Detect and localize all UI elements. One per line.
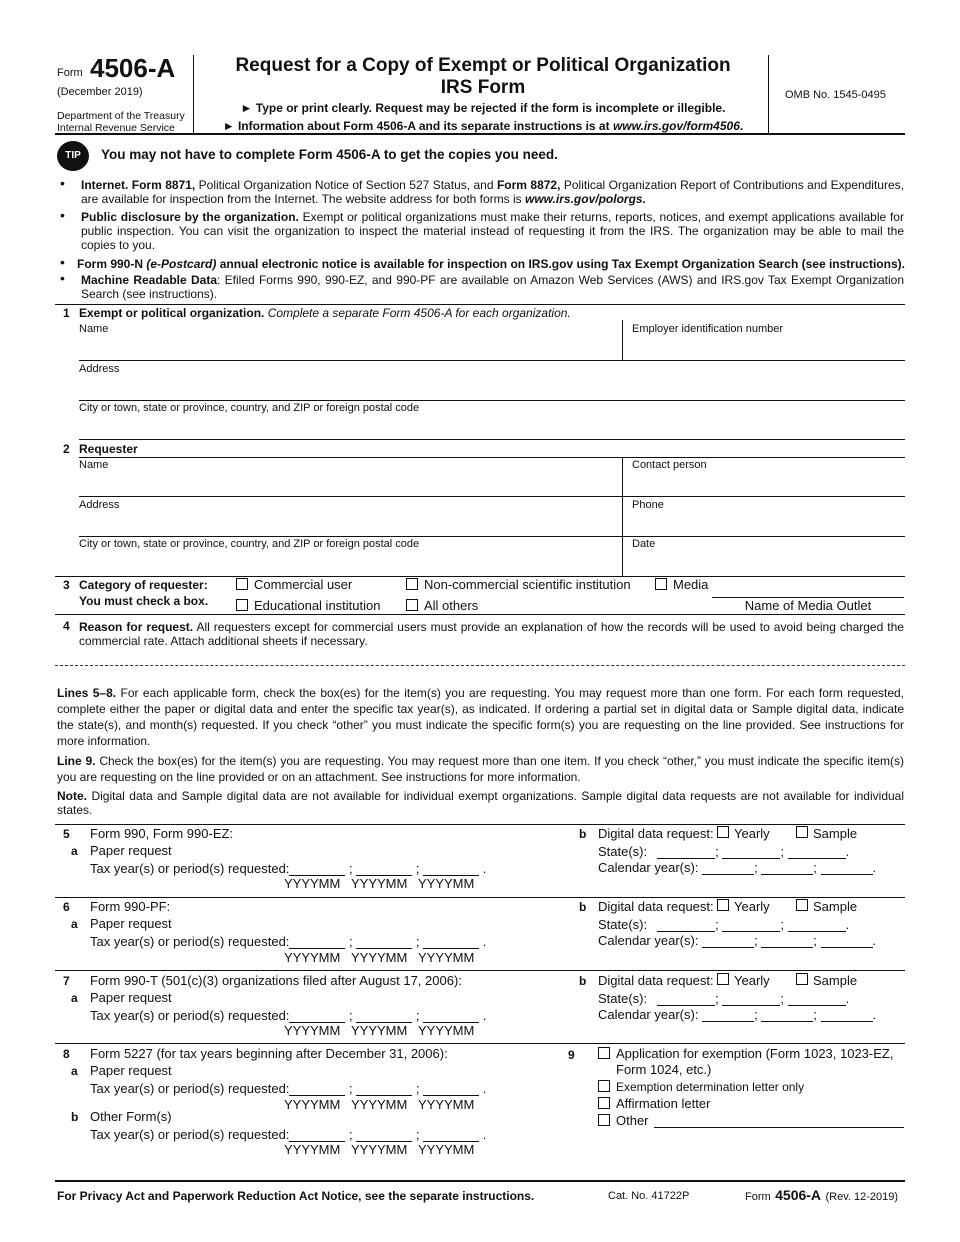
line6b-state-2[interactable] [722,916,780,932]
yyyymm-hint: YYYYMM [418,950,475,965]
line6a-period-2[interactable] [356,933,412,949]
header-divider-left [193,55,194,133]
application-exemption-label-2: Form 1024, etc.) [616,1062,712,1077]
line6b-letter: b [579,900,587,914]
line7-title: Form 990-T (501(c)(3) organizations filed after August 17, 2006): [90,973,462,988]
line8a-letter: a [71,1064,78,1078]
line7b-calendar-years: Calendar year(s): ; ; . [598,1007,877,1022]
determination-letter-label: Exemption determination letter only [616,1080,805,1094]
line2-heading: Requester [79,442,138,456]
org-city-field[interactable] [79,415,903,439]
lines-5-8-instructions: Lines 5–8. For each applicable form, check the box(es) for the item(s) you are requesting. You may request more than one form. For each form requested, complete either the paper or digital data and enter the specific tax year(s), as indicated. If ordering a partial set in digital data or Sample digital data, indicate the state(s), and month(s) requested. If you check “other” you must indicate the specific form(s) you are requesting on the line provided. See instructions for more information. [57,686,905,748]
line7a-period-3[interactable] [423,1007,479,1023]
line5a-period-3[interactable] [423,860,479,876]
line4-text: Reason for request. All requesters except for commercial users must provide an explanation of how the records will be used to avoid being charged the commercial rate. Attach additional sheets if necessary. [79,620,904,648]
line5a-letter: a [71,844,78,858]
catalog-number: Cat. No. 41722P [608,1190,690,1202]
line4-number: 4 [63,619,70,633]
line9-number: 9 [568,1048,575,1062]
application-exemption-label-1: Application for exemption (Form 1023, 1023-EZ, [616,1046,894,1061]
line6-title: Form 990-PF: [90,899,171,914]
bullet-dot: • [60,207,65,223]
requester-address-field[interactable] [79,512,619,536]
line5b-digital-label: Digital data request: [598,826,714,841]
omb-number: OMB No. 1545-0495 [785,89,886,101]
line5b-year-2[interactable] [761,859,813,875]
line7b-year-2[interactable] [761,1006,813,1022]
line7b-year-1[interactable] [702,1006,754,1022]
footer-form-id: Form 4506-A (Rev. 12-2019) [745,1187,899,1203]
line6a-paper-label: Paper request [90,916,172,931]
line6-top-rule [55,897,905,898]
line7b-state-2[interactable] [722,990,780,1006]
line7a-letter: a [71,991,78,1005]
line7b-sample-label: Sample [813,973,858,988]
line5b-states: State(s): ; ; . [598,844,850,859]
line3-heading: Category of requester: [79,578,208,592]
line6b-year-2[interactable] [761,932,813,948]
line7a-period-2[interactable] [356,1007,412,1023]
bullet-machine-readable: Machine Readable Data: Efiled Forms 990, 990-EZ, and 990-PF are available on Amazon Web Services (AWS) and IRS.gov Tax Exempt Organization Search (see instructions). [81,273,904,301]
line5-top-rule [55,824,905,825]
line8a-period-2[interactable] [356,1080,412,1096]
line2-date-label: Date [632,538,656,550]
line5b-letter: b [579,827,587,841]
line8a-period-1[interactable] [289,1080,345,1096]
line1-number: 1 [63,306,70,320]
line5b-state-3[interactable] [788,843,846,859]
other-specify-field[interactable] [654,1114,904,1127]
media-outlet-label: Name of Media Outlet [744,598,872,613]
line1-city-label: City or town, state or province, country, and ZIP or foreign postal code [79,402,420,414]
line2-number: 2 [63,442,70,456]
other-specify-rule [654,1127,904,1128]
noncommercial-checkbox[interactable] [406,578,418,590]
yyyymm-hint: YYYYMM [351,950,408,965]
line7b-yearly-checkbox[interactable] [717,973,729,985]
footer-rule [55,1180,905,1182]
line2-contact-label: Contact person [632,459,707,471]
line2-name-label: Name [79,459,109,471]
requester-contact-field[interactable] [627,472,903,496]
form-website-link[interactable]: www.irs.gov/form4506 [612,119,740,133]
line5b-year-1[interactable] [702,859,754,875]
line1-top-rule [55,304,905,305]
line8b-period-1[interactable] [289,1126,345,1142]
header-bottom-rule [55,133,905,135]
line1-name-label: Name [79,323,109,335]
line5b-sample-checkbox[interactable] [796,826,808,838]
application-exemption-checkbox[interactable] [598,1047,610,1059]
line1-address-rule [79,400,905,401]
line2-name-rule [79,496,905,497]
line5a-period-1[interactable] [289,860,345,876]
line8-number: 8 [63,1047,70,1061]
department-line-2: Internal Revenue Service [57,122,175,134]
line5-title: Form 990, Form 990-EZ: [90,826,234,841]
requester-name-field[interactable] [79,472,619,496]
line8a-tax-years: Tax year(s) or period(s) requested: ; ; . [90,1081,487,1096]
line-9-instructions: Line 9. Check the box(es) for the item(s) you are requesting. You may request more than one item. If you check “other,” you must indicate the specific item(s) you are requesting on the line provided or on an attachment. See instructions for more information. [57,754,905,784]
bullet-dot: • [60,270,65,286]
line6b-yearly-label: Yearly [734,899,770,914]
instruction-website: ► Information about Form 4506-A and its separate instructions is at www.irs.gov/form4506. [222,119,744,133]
line6a-period-1[interactable] [289,933,345,949]
yyyymm-hint: YYYYMM [284,876,341,891]
line5b-state-1[interactable] [657,843,715,859]
line8a-period-3[interactable] [423,1080,479,1096]
line5a-paper-label: Paper request [90,843,172,858]
line5b-state-2[interactable] [722,843,780,859]
form-title-line-2: IRS Form [440,77,526,98]
media-checkbox[interactable] [655,578,667,590]
requester-city-field[interactable] [79,551,619,575]
yyyymm-hint: YYYYMM [284,950,341,965]
privacy-notice: For Privacy Act and Paperwork Reduction Act Notice, see the separate instructions. [57,1189,535,1203]
line6-number: 6 [63,900,70,914]
line2-top-rule [79,457,905,458]
line1-divider [622,320,623,361]
header-divider-right [768,55,769,133]
line1-heading: Exempt or political organization. Complete a separate Form 4506-A for each organization. [79,306,571,320]
yyyymm-hint: YYYYMM [351,1023,408,1038]
line3-bottom-rule [55,614,905,615]
line6b-year-3[interactable] [821,932,873,948]
line4-dashed-rule [55,665,905,666]
line2-address-rule [79,536,905,537]
line8b-period-3[interactable] [423,1126,479,1142]
tip-icon: TIP [57,141,89,171]
line5b-calendar-years: Calendar year(s): ; ; . [598,860,877,875]
line7-top-rule [55,970,905,971]
line5b-year-3[interactable] [821,859,873,875]
line3-subheading: You must check a box. [79,594,209,608]
bullet-public-disclosure: Public disclosure by the organization. Exempt or political organizations must make their returns, reports, notices, and exempt applications available for public inspection. You can visit the organization to inspect the material instead of requesting it from the IRS. The organization may be able to mail the copies to you. [81,210,904,252]
line2-address-label: Address [79,499,120,511]
line2-phone-label: Phone [632,499,664,511]
yyyymm-hint: YYYYMM [418,1142,475,1157]
requester-phone-field[interactable] [627,512,903,536]
line7b-digital-label: Digital data request: [598,973,714,988]
affirmation-letter-label: Affirmation letter [616,1096,711,1111]
tip-text: You may not have to complete Form 4506-A to get the copies you need. [101,147,558,162]
line8a-paper-label: Paper request [90,1063,172,1078]
bullet-990n: Form 990-N (e-Postcard) annual electronic notice is available for inspection on IRS.gov using Tax Exempt Organization Search (see instructions). [77,257,905,271]
org-ein-field[interactable] [627,336,903,360]
bullet-internet: Internet. Form 8871, Political Organization Notice of Section 527 Status, and Form 8872, Political Organization Report of Contributions and Expenditures, are available for inspection from the Internet. The website address for both forms is www.irs.gov/polorgs. [81,178,904,206]
line7-number: 7 [63,974,70,988]
commercial-user-label: Commercial user [254,577,353,592]
form-label: Form [57,67,83,79]
org-name-field[interactable] [79,336,619,360]
media-label: Media [673,577,709,592]
line7b-sample-checkbox[interactable] [796,973,808,985]
line8-title: Form 5227 (for tax years beginning after December 31, 2006): [90,1046,448,1061]
line5b-yearly-label: Yearly [734,826,770,841]
line2-city-label: City or town, state or province, country, and ZIP or foreign postal code [79,538,420,550]
bullet-dot: • [60,175,65,191]
note-instructions: Note. Digital data and Sample digital data are not available for individual exempt organizations. Sample digital data requests are not available for individual states. [57,789,904,817]
line6b-states: State(s): ; ; . [598,917,850,932]
yyyymm-hint: YYYYMM [418,1023,475,1038]
line1-address-label: Address [79,363,120,375]
line7b-states: State(s): ; ; . [598,991,850,1006]
line1-city-rule [79,439,905,440]
yyyymm-hint: YYYYMM [284,1142,341,1157]
line6b-state-1[interactable] [657,916,715,932]
line8-top-rule [55,1043,905,1044]
line7b-state-1[interactable] [657,990,715,1006]
line7b-yearly-label: Yearly [734,973,770,988]
line7a-tax-years: Tax year(s) or period(s) requested: ; ; . [90,1008,487,1023]
line6b-digital-label: Digital data request: [598,899,714,914]
line5-number: 5 [63,827,70,841]
bullet-dot: • [60,254,65,270]
line7b-state-3[interactable] [788,990,846,1006]
reason-field[interactable] [79,648,904,664]
instruction-print-clearly: ► Type or print clearly. Request may be rejected if the form is incomplete or illegible. [240,101,726,115]
line7a-paper-label: Paper request [90,990,172,1005]
line8b-letter: b [71,1110,79,1124]
line5b-yearly-checkbox[interactable] [717,826,729,838]
media-outlet-field[interactable] [712,585,904,597]
commercial-user-checkbox[interactable] [236,578,248,590]
requester-date-field[interactable] [627,551,903,575]
line6a-period-3[interactable] [423,933,479,949]
noncommercial-label: Non-commercial scientific institution [424,577,631,592]
department-line-1: Department of the Treasury [57,110,185,122]
yyyymm-hint: YYYYMM [418,1097,475,1112]
form-number: 4506-A [90,53,176,83]
line6b-year-1[interactable] [702,932,754,948]
yyyymm-hint: YYYYMM [284,1097,341,1112]
line1-name-rule [79,360,905,361]
line6b-yearly-checkbox[interactable] [717,899,729,911]
line5b-sample-label: Sample [813,826,858,841]
line6b-state-3[interactable] [788,916,846,932]
yyyymm-hint: YYYYMM [284,1023,341,1038]
line7b-year-3[interactable] [821,1006,873,1022]
yyyymm-hint: YYYYMM [351,1097,408,1112]
educational-checkbox[interactable] [236,599,248,611]
line6b-calendar-years: Calendar year(s): ; ; . [598,933,877,948]
revision-date: (December 2019) [57,86,143,98]
yyyymm-hint: YYYYMM [351,876,408,891]
line5a-tax-years: Tax year(s) or period(s) requested: ; ; . [90,861,487,876]
line7b-letter: b [579,974,587,988]
line5a-period-2[interactable] [356,860,412,876]
line6a-letter: a [71,917,78,931]
line2-divider [622,457,623,576]
all-others-checkbox[interactable] [406,599,418,611]
line3-number: 3 [63,578,70,592]
form-title-line-1: Request for a Copy of Exempt or Political Organization [235,55,731,76]
line8b-tax-years: Tax year(s) or period(s) requested: ; ; . [90,1127,487,1142]
line6b-sample-label: Sample [813,899,858,914]
yyyymm-hint: YYYYMM [418,876,475,891]
line7a-period-1[interactable] [289,1007,345,1023]
line1-ein-label: Employer identification number [632,323,784,335]
other-checkbox[interactable] [598,1114,610,1126]
line6a-tax-years: Tax year(s) or period(s) requested: ; ; . [90,934,487,949]
determination-letter-checkbox[interactable] [598,1080,610,1092]
yyyymm-hint: YYYYMM [351,1142,408,1157]
all-others-label: All others [424,598,479,613]
line8b-period-2[interactable] [356,1126,412,1142]
org-address-field[interactable] [79,376,903,400]
educational-label: Educational institution [254,598,381,613]
line8b-other-forms-label: Other Form(s) [90,1109,172,1124]
affirmation-letter-checkbox[interactable] [598,1097,610,1109]
other-label: Other [616,1113,649,1128]
line6b-sample-checkbox[interactable] [796,899,808,911]
